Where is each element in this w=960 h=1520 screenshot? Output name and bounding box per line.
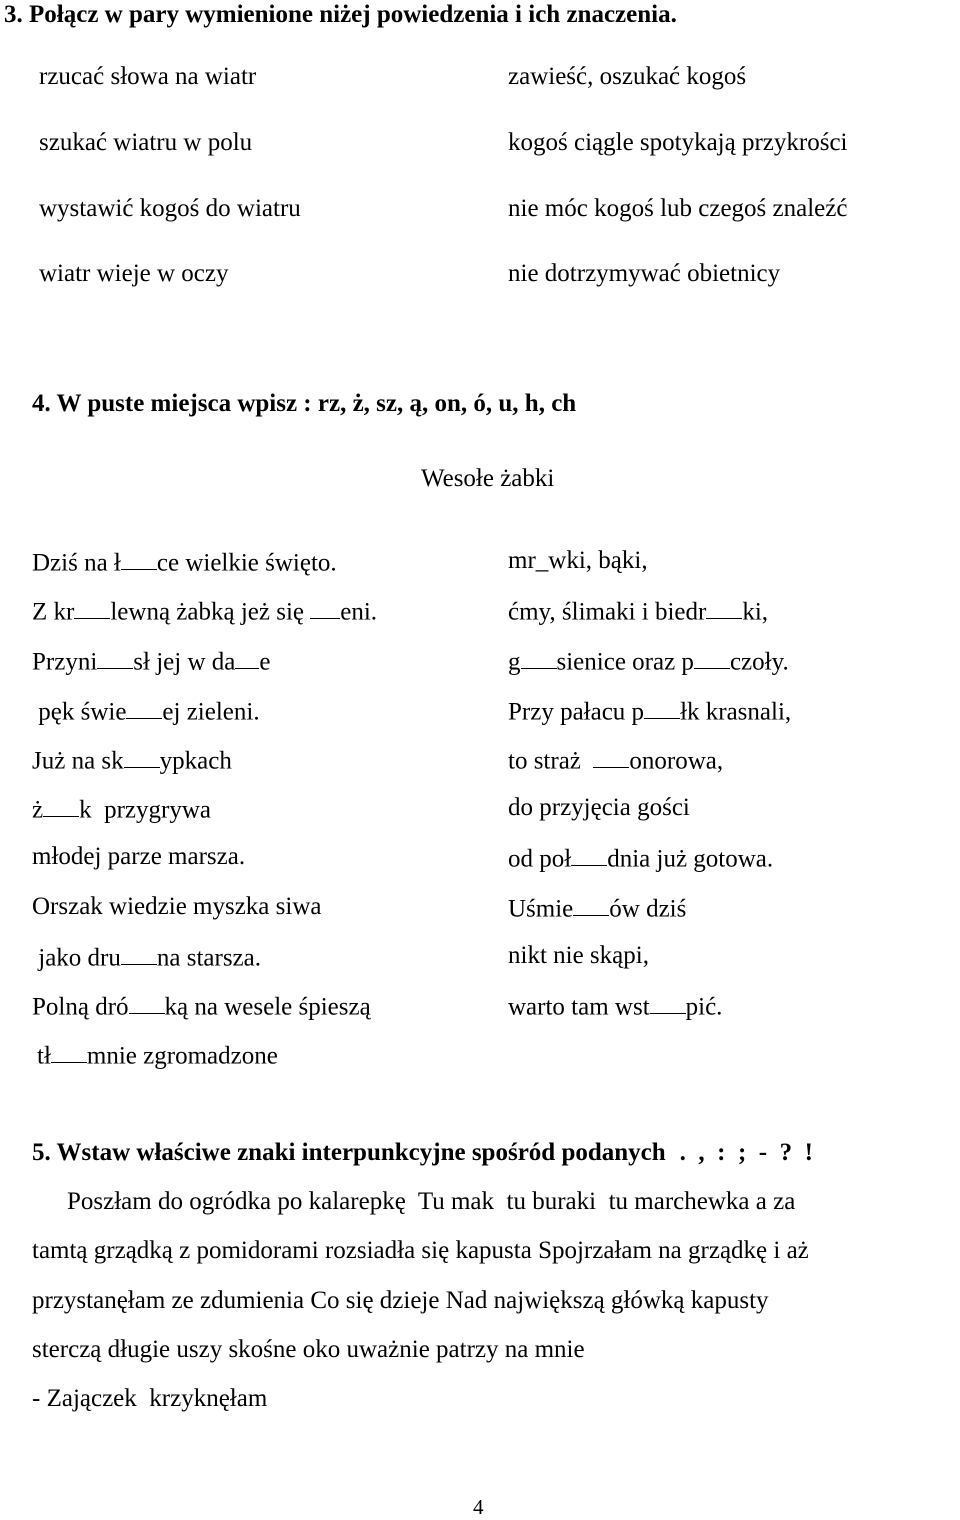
poem-right-line-8: Uśmie ów dziś: [508, 895, 687, 923]
poem-right-line-2: ćmy, ślimaki i biedr ki,: [508, 598, 769, 626]
poem-title: Wesołe żabki: [421, 465, 555, 492]
blank[interactable]: [129, 992, 165, 1014]
poem-right-line-7: od poł dnia już gotowa.: [508, 845, 774, 873]
poem-left-line-7: młodej parze marsza.: [32, 843, 246, 870]
blank[interactable]: [521, 647, 557, 669]
exercise-3-heading: 3. Połącz w pary wymienione niżej powiedzenia i ich znaczenia.: [4, 1, 677, 28]
blank[interactable]: [126, 697, 162, 719]
blank[interactable]: [97, 647, 133, 669]
poem-left-line-1: Dziś na ł ce wielkie święto.: [32, 549, 337, 577]
blank[interactable]: [593, 746, 629, 768]
blank[interactable]: [571, 844, 607, 866]
poem-left-line-6: ż k przygrywa: [32, 796, 212, 824]
ex5-line-2: tamtą grządką z pomidorami rozsiadła się kapusta Spojrzałam na grządkę i aż: [32, 1237, 809, 1264]
ex5-line-3: przystanęłam ze zdumienia Co się dzieje Nad największą główką kapusty: [32, 1287, 769, 1314]
blank[interactable]: [235, 647, 259, 669]
meaning-3: nie móc kogoś lub czegoś znaleźć: [508, 195, 848, 222]
blank[interactable]: [43, 795, 79, 817]
blank[interactable]: [706, 597, 742, 619]
blank[interactable]: [121, 548, 157, 570]
poem-left-line-2: Z kr lewną żabką jeż się eni.: [32, 598, 378, 626]
blank[interactable]: [74, 597, 110, 619]
saying-2: szukać wiatru w polu: [39, 129, 253, 156]
poem-right-line-1: mr_wki, bąki,: [508, 547, 648, 574]
exercise-5-heading: 5. Wstaw właściwe znaki interpunkcyjne spośród podanych . , : ; - ? !: [32, 1139, 813, 1166]
punctuation-marks: . , : ; - ? !: [679, 1139, 813, 1166]
saying-3: wystawić kogoś do wiatru: [39, 195, 301, 222]
poem-left-line-9: jako dru na starsza.: [32, 944, 261, 972]
meaning-2: kogoś ciągle spotykają przykrości: [508, 129, 848, 156]
poem-left-line-5: Już na sk ypkach: [32, 747, 232, 775]
blank[interactable]: [124, 746, 160, 768]
poem-right-line-3: g sienice oraz p czoły.: [508, 648, 789, 676]
poem-left-line-11: tł mnie zgromadzone: [37, 1042, 278, 1070]
page-number: 4: [473, 1495, 484, 1519]
poem-right-line-9: nikt nie skąpi,: [508, 942, 649, 969]
meaning-4: nie dotrzymywać obietnicy: [508, 260, 781, 287]
saying-1: rzucać słowa na wiatr: [39, 63, 257, 90]
blank[interactable]: [650, 992, 686, 1014]
ex5-line-4: sterczą długie uszy skośne oko uważnie patrzy na mnie: [32, 1336, 585, 1363]
poem-left-line-8: Orszak wiedzie myszka siwa: [32, 893, 322, 920]
poem-right-line-5: to straż onorowa,: [508, 747, 724, 775]
meaning-1: zawieść, oszukać kogoś: [508, 63, 747, 90]
ex5-line-5: - Zajączek krzyknęłam: [32, 1385, 268, 1412]
saying-4: wiatr wieje w oczy: [39, 260, 229, 287]
blank[interactable]: [644, 697, 680, 719]
poem-right-line-4: Przy pałacu p łk krasnali,: [508, 698, 792, 726]
poem-left-line-4: pęk świe ej zieleni.: [32, 698, 260, 726]
poem-left-line-10: Polną dró ką na wesele śpieszą: [32, 993, 371, 1021]
blank[interactable]: [310, 597, 340, 619]
blank[interactable]: [573, 894, 609, 916]
blank[interactable]: [51, 1041, 87, 1063]
poem-right-line-6: do przyjęcia gości: [508, 794, 690, 821]
blank[interactable]: [121, 943, 157, 965]
ex5-line-1: Poszłam do ogródka po kalarepkę Tu mak tu buraki tu marchewka a za: [67, 1188, 796, 1215]
exercise-4-heading: 4. W puste miejsca wpisz : rz, ż, sz, ą, on, ó, u, h, ch: [32, 390, 577, 417]
blank[interactable]: [694, 647, 730, 669]
poem-left-line-3: Przyni sł jej w da e: [32, 648, 271, 676]
poem-right-line-10: warto tam wst pić.: [508, 993, 723, 1021]
